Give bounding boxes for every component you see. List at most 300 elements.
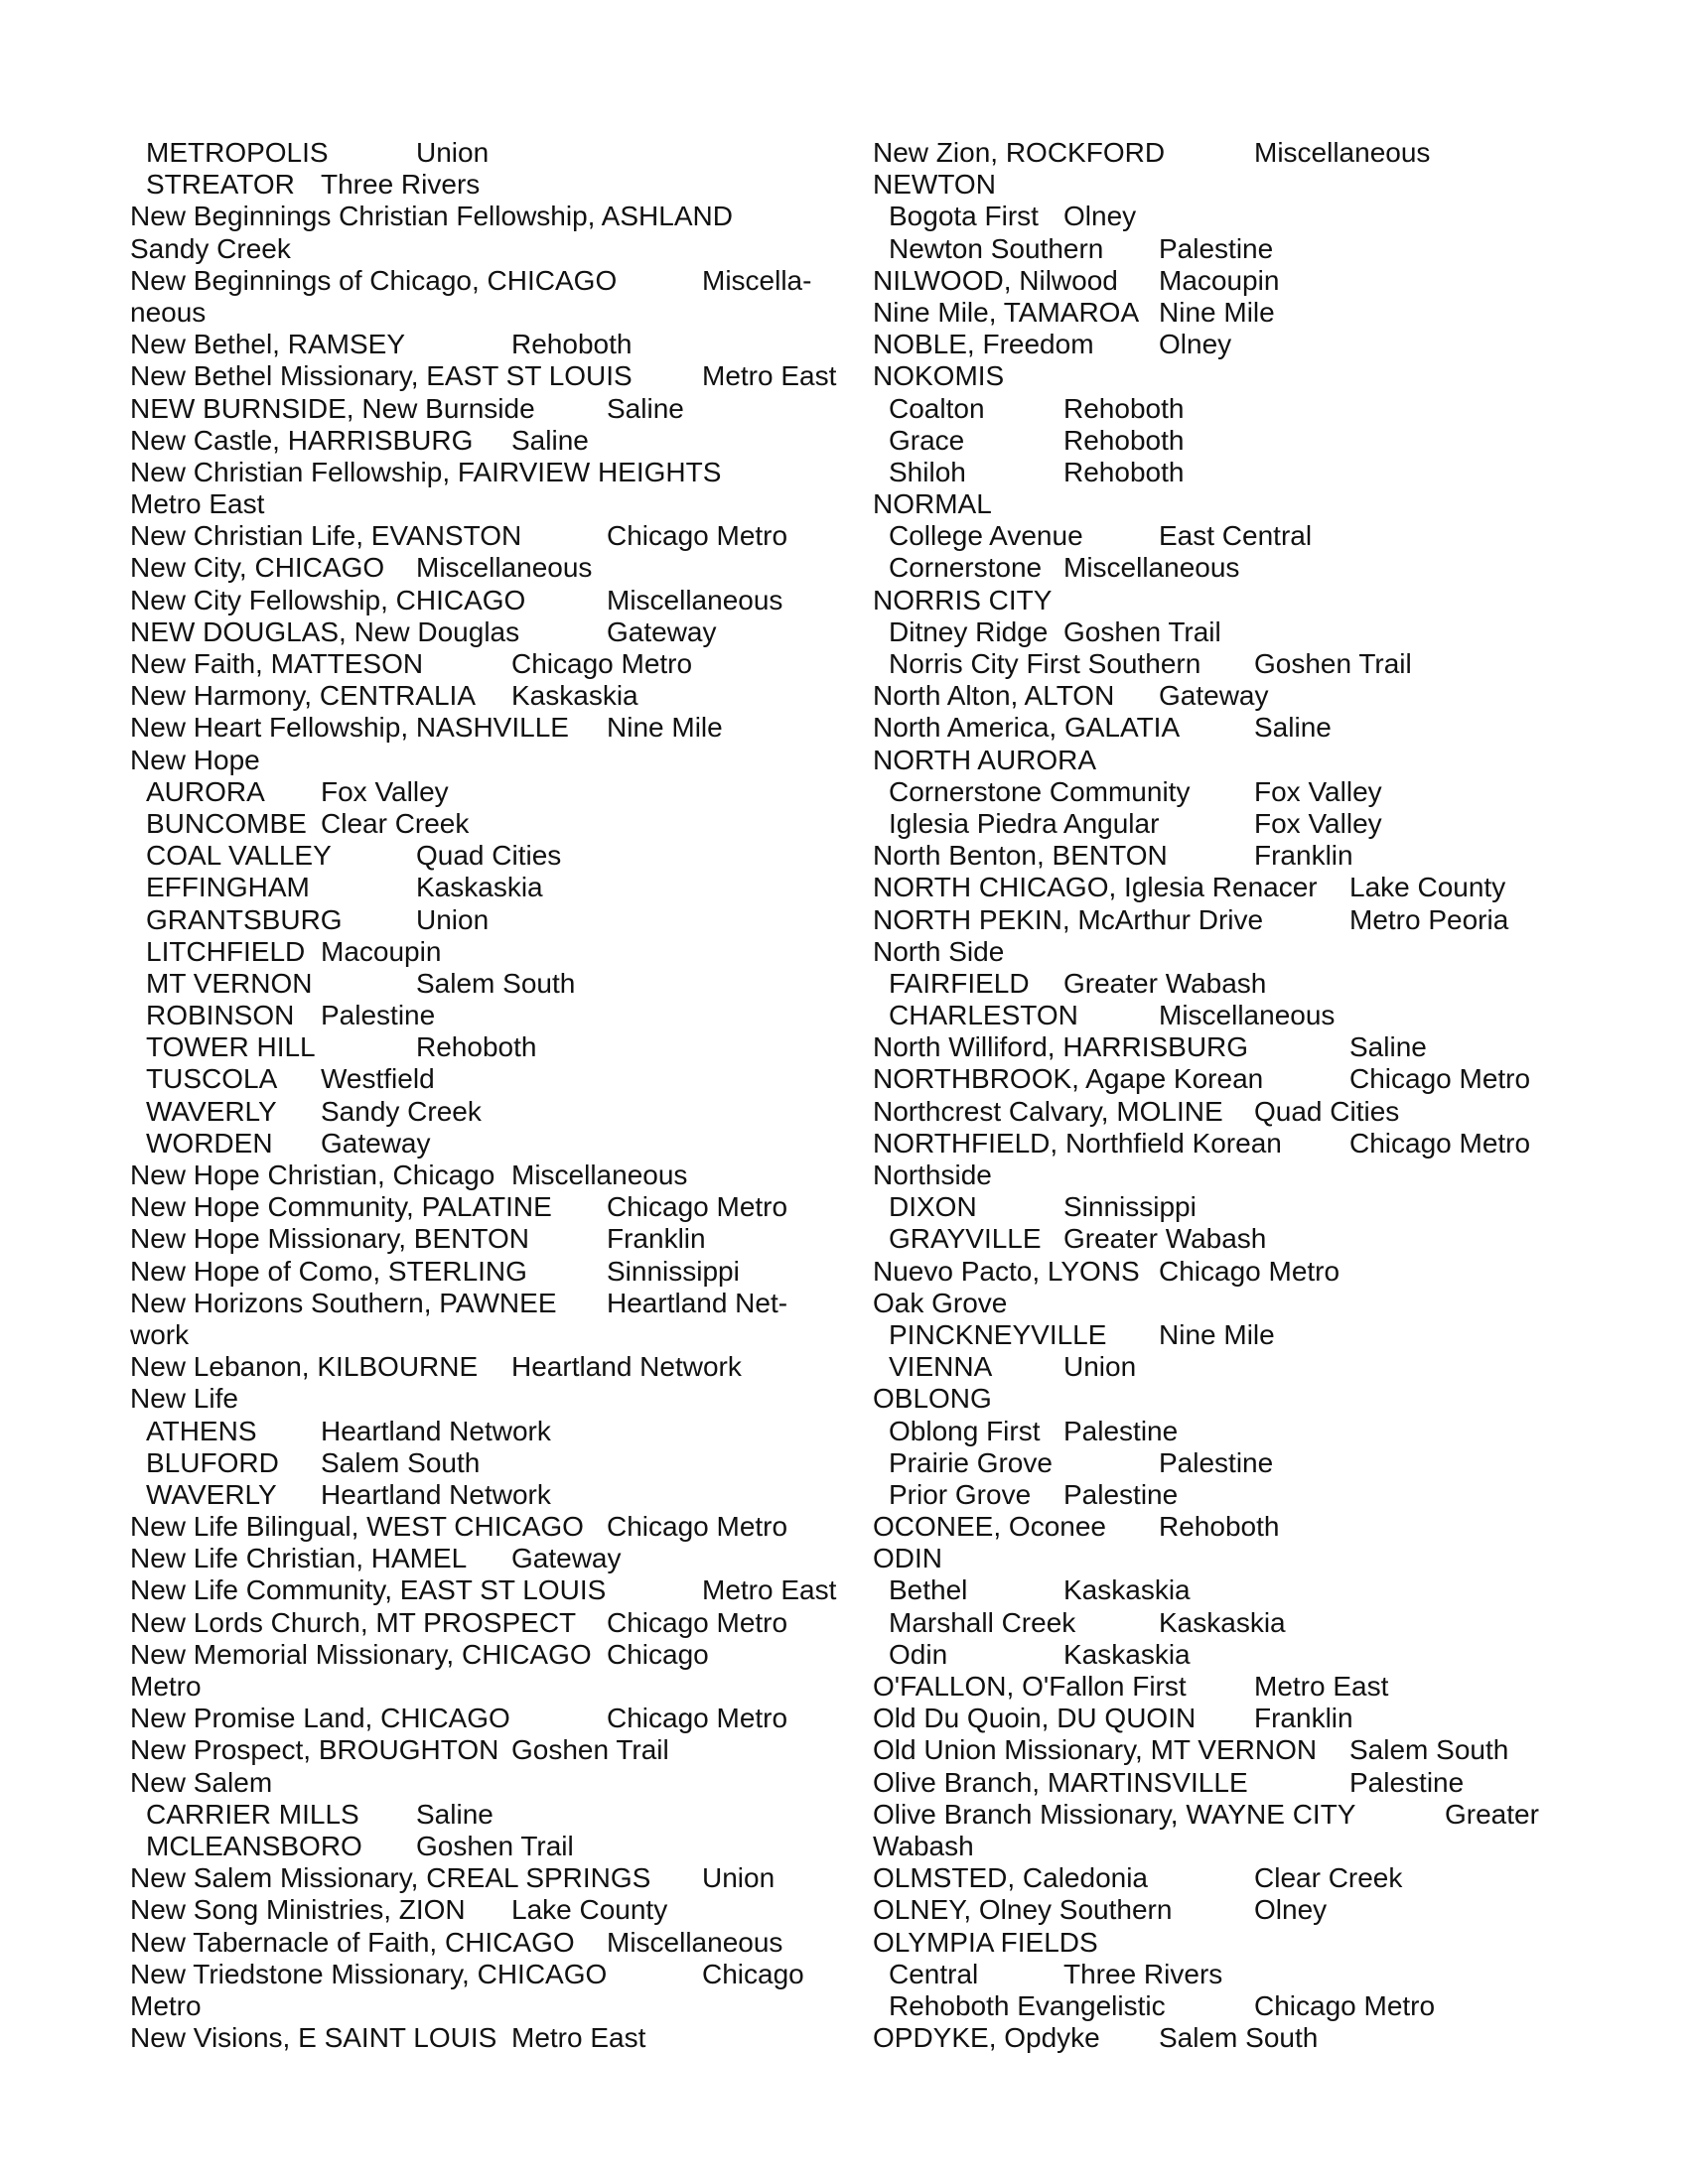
- association-name: Miscellaneous: [511, 1160, 688, 1190]
- church-name: WAVERLY: [146, 1095, 277, 1127]
- association-name: Chicago: [607, 1638, 709, 1670]
- association-name: Westfield: [321, 1063, 435, 1095]
- association-name: Saline: [607, 392, 684, 424]
- directory-entry: [873, 1160, 1568, 1191]
- directory-entry: [873, 1128, 1568, 1160]
- directory-entry: [873, 2022, 1568, 2054]
- directory-entry: [130, 1862, 845, 1894]
- directory-entry: [873, 1543, 1568, 1574]
- association-name: Franklin: [1254, 840, 1353, 872]
- directory-entry: [130, 1959, 845, 1990]
- church-name: Old Union Missionary, MT VERNON: [873, 1734, 1318, 1766]
- church-name: New Lords Church, MT PROSPECT: [130, 1606, 577, 1638]
- association-name: Union: [416, 137, 490, 168]
- church-name: New City, CHICAGO: [130, 552, 385, 584]
- directory-entry: [130, 1894, 845, 1926]
- association-name: Palestine: [1063, 1415, 1179, 1446]
- association-name: Quad Cities: [1254, 1095, 1400, 1127]
- directory-entry: [130, 1031, 845, 1063]
- directory-entry: [873, 1831, 1568, 1862]
- church-name: Cornerstone: [889, 552, 1043, 584]
- directory-entry: [873, 648, 1568, 680]
- church-name: NILWOOD, Nilwood: [873, 264, 1118, 296]
- association-name: Kaskaskia: [511, 680, 638, 712]
- directory-entry: [130, 425, 845, 457]
- church-name: Nuevo Pacto, LYONS: [873, 1255, 1140, 1287]
- association-name: Gateway: [321, 1127, 431, 1159]
- directory-entry: [873, 1383, 1568, 1415]
- church-name: New Hope Community, PALATINE: [130, 1191, 552, 1223]
- church-name: NORTH CHICAGO, Iglesia Renacer: [873, 872, 1318, 903]
- directory-entry: [873, 1000, 1568, 1031]
- association-name: Rehoboth: [511, 329, 633, 360]
- church-name: O'FALLON, O'Fallon First: [873, 1671, 1187, 1702]
- association-name: Goshen Trail: [1063, 615, 1221, 647]
- association-name: Heartland Net-: [607, 1287, 788, 1318]
- association-name: Miscellaneous: [416, 552, 593, 584]
- association-name: Miscellaneous: [1063, 552, 1240, 584]
- directory-entry: [130, 457, 845, 488]
- association-name: Greater Wabash: [1063, 1223, 1267, 1255]
- church-name: Metro East: [130, 488, 265, 520]
- directory-entry: [873, 1990, 1568, 2022]
- association-name: Metro East: [511, 2022, 646, 2054]
- church-name: NOKOMIS: [873, 360, 1005, 392]
- association-name: Salem South: [1159, 2022, 1319, 2054]
- church-name: FAIRFIELD: [889, 967, 1030, 999]
- association-name: Chicago Metro: [607, 1191, 788, 1223]
- church-name: Odin: [889, 1638, 948, 1670]
- church-name: Olive Branch, MARTINSVILLE: [873, 1766, 1248, 1798]
- association-name: Greater: [1445, 1798, 1539, 1830]
- church-name: COAL VALLEY: [146, 840, 332, 872]
- association-name: Gateway: [1159, 680, 1269, 712]
- directory-entry: [873, 457, 1568, 488]
- church-name: North Side: [873, 935, 1005, 967]
- association-name: Kaskaskia: [1063, 1574, 1191, 1606]
- church-name: New Faith, MATTESON: [130, 648, 424, 679]
- association-name: Macoupin: [321, 935, 442, 967]
- church-name: STREATOR: [146, 169, 295, 201]
- church-name: Northcrest Calvary, MOLINE: [873, 1095, 1223, 1127]
- directory-entry: [873, 745, 1568, 776]
- directory-entry: [873, 425, 1568, 457]
- association-name: Fox Valley: [321, 775, 449, 807]
- association-name: Rehoboth: [1063, 456, 1185, 487]
- association-name: Miscellaneous: [1254, 137, 1431, 168]
- directory-entry: [873, 904, 1568, 936]
- directory-entry: [130, 745, 845, 776]
- directory-entry: [130, 488, 845, 520]
- directory-entry: [130, 712, 845, 744]
- church-name: Iglesia Piedra Angular: [889, 807, 1160, 839]
- church-name: MT VERNON: [146, 967, 313, 999]
- church-name: GRANTSBURG: [146, 903, 343, 935]
- association-name: Chicago Metro: [607, 1703, 788, 1734]
- church-name: Olive Branch Missionary, WAYNE CITY: [873, 1798, 1356, 1830]
- church-name: New Beginnings Christian Fellowship, ASHLAND: [130, 201, 733, 232]
- directory-entry: [873, 1703, 1568, 1734]
- church-name: New Promise Land, CHICAGO: [130, 1703, 510, 1734]
- church-name: WAVERLY: [146, 1478, 277, 1510]
- directory-entry: [130, 265, 845, 297]
- directory-entry: [873, 872, 1568, 903]
- church-name: TOWER HILL: [146, 1031, 316, 1063]
- directory-entry: [873, 1096, 1568, 1128]
- directory-entry: [130, 233, 845, 265]
- association-name: Lake County: [511, 1894, 668, 1926]
- association-name: Rehoboth: [1159, 1511, 1280, 1543]
- directory-entry: [873, 297, 1568, 329]
- church-name: ATHENS: [146, 1415, 257, 1446]
- association-name: Union: [416, 903, 490, 935]
- church-name: New Horizons Southern, PAWNEE: [130, 1287, 557, 1318]
- church-name: New Hope: [130, 744, 260, 775]
- directory-entry: [873, 1479, 1568, 1511]
- directory-entry: [873, 1447, 1568, 1479]
- directory-entry: [130, 552, 845, 584]
- church-name: New Tabernacle of Faith, CHICAGO: [130, 1926, 575, 1958]
- directory-entry: [130, 1319, 845, 1351]
- church-name: Oblong First: [889, 1415, 1041, 1446]
- directory-entry: [130, 1383, 845, 1415]
- directory-entry: [130, 360, 845, 392]
- church-name: OPDYKE, Opdyke: [873, 2022, 1100, 2054]
- association-name: Fox Valley: [1254, 807, 1382, 839]
- directory-entry: [873, 552, 1568, 584]
- directory-entry: [873, 1063, 1568, 1095]
- association-name: Goshen Trail: [511, 1734, 669, 1766]
- church-name: CARRIER MILLS: [146, 1798, 359, 1830]
- association-name: Chicago Metro: [1159, 1255, 1340, 1287]
- directory-entry: [130, 1223, 845, 1255]
- association-name: Franklin: [1254, 1703, 1353, 1734]
- directory-entry: [130, 2022, 845, 2054]
- church-name: New Bethel Missionary, EAST ST LOUIS: [130, 360, 633, 392]
- association-name: Union: [1063, 1351, 1137, 1383]
- association-name: Clear Creek: [321, 807, 470, 839]
- church-name: OLYMPIA FIELDS: [873, 1926, 1098, 1958]
- church-name: Ditney Ridge: [889, 615, 1049, 647]
- church-name: New Heart Fellowship, NASHVILLE: [130, 712, 569, 744]
- association-name: Union: [702, 1862, 776, 1894]
- church-name: NORTHFIELD, Northfield Korean: [873, 1127, 1282, 1159]
- church-name: North Williford, HARRISBURG: [873, 1031, 1249, 1063]
- association-name: Kaskaskia: [1063, 1638, 1191, 1670]
- directory-entry: [130, 137, 845, 169]
- association-name: Palestine: [321, 1000, 436, 1031]
- association-name: Sinnissippi: [607, 1255, 740, 1287]
- church-name: EFFINGHAM: [146, 872, 310, 903]
- directory-entry: [873, 1256, 1568, 1288]
- directory-entry: [130, 1543, 845, 1574]
- association-name: Saline: [1254, 712, 1332, 744]
- church-name: North America, GALATIA: [873, 712, 1181, 744]
- association-name: Miscellaneous: [1159, 1000, 1336, 1031]
- directory-entry: [130, 1256, 845, 1288]
- directory-entry: [130, 648, 845, 680]
- church-name: Old Du Quoin, DU QUOIN: [873, 1703, 1197, 1734]
- directory-entry: [873, 1799, 1568, 1831]
- directory-entry: [130, 1671, 845, 1703]
- association-name: Rehoboth: [1063, 392, 1185, 424]
- association-name: Salem South: [1349, 1734, 1509, 1766]
- church-name: Metro: [130, 1989, 202, 2021]
- church-name: GRAYVILLE: [889, 1223, 1042, 1255]
- association-name: Salem South: [321, 1446, 481, 1478]
- church-name: New Life Christian, HAMEL: [130, 1543, 468, 1574]
- directory-entry: [873, 776, 1568, 808]
- church-name: Norris City First Southern: [889, 648, 1201, 679]
- association-name: Three Rivers: [321, 169, 481, 201]
- association-name: Chicago Metro: [1254, 1989, 1436, 2021]
- association-name: Heartland Network: [321, 1478, 551, 1510]
- church-name: Nine Mile, TAMAROA: [873, 296, 1140, 328]
- directory-entry: [130, 1703, 845, 1734]
- church-name: Shiloh: [889, 456, 966, 487]
- directory-entry: [873, 1607, 1568, 1639]
- association-name: Clear Creek: [1254, 1862, 1403, 1894]
- church-name: NORMAL: [873, 488, 992, 520]
- church-name: Rehoboth Evangelistic: [889, 1989, 1166, 2021]
- association-name: Metro East: [702, 1574, 837, 1606]
- association-name: Miscellaneous: [607, 584, 783, 615]
- church-name: Coalton: [889, 392, 985, 424]
- directory-entry: [130, 520, 845, 552]
- association-name: Chicago Metro: [607, 1606, 788, 1638]
- association-name: Fox Valley: [1254, 775, 1382, 807]
- church-name: New Life: [130, 1383, 238, 1415]
- directory-entry: [130, 1096, 845, 1128]
- church-name: NEWTON: [873, 169, 996, 201]
- directory-entry: [130, 1767, 845, 1799]
- association-name: Palestine: [1063, 1478, 1179, 1510]
- directory-entry: [873, 840, 1568, 872]
- directory-entry: [873, 1639, 1568, 1671]
- church-name: Bethel: [889, 1574, 968, 1606]
- directory-entry: [130, 1160, 845, 1191]
- church-name: Bogota First: [889, 201, 1039, 232]
- association-name: Quad Cities: [416, 840, 562, 872]
- directory-entry: [130, 1831, 845, 1862]
- association-name: Olney: [1254, 1894, 1328, 1926]
- directory-entry: [130, 872, 845, 903]
- association-name: Goshen Trail: [1254, 648, 1412, 679]
- association-name: Metro Peoria: [1349, 903, 1509, 935]
- church-name: PINCKNEYVILLE: [889, 1318, 1107, 1350]
- association-name: Saline: [416, 1798, 494, 1830]
- association-name: Macoupin: [1159, 264, 1280, 296]
- church-name: ODIN: [873, 1543, 942, 1574]
- church-name: ROBINSON: [146, 1000, 295, 1031]
- church-name: New Castle, HARRISBURG: [130, 424, 474, 456]
- church-name: OLMSTED, Caledonia: [873, 1862, 1149, 1894]
- directory-entry: [873, 488, 1568, 520]
- association-name: Greater Wabash: [1063, 967, 1267, 999]
- association-name: Palestine: [1159, 1446, 1274, 1478]
- directory-entry: [130, 1351, 845, 1383]
- church-name: NORRIS CITY: [873, 584, 1053, 615]
- directory-entry: [130, 1063, 845, 1095]
- directory-entry: [873, 968, 1568, 1000]
- directory-entry: [130, 904, 845, 936]
- directory-entry: [130, 585, 845, 616]
- directory-entry: [873, 169, 1568, 201]
- association-name: Gateway: [607, 615, 717, 647]
- church-name: Central: [889, 1958, 979, 1989]
- directory-entry: [130, 616, 845, 648]
- association-name: Olney: [1063, 201, 1137, 232]
- directory-entry: [873, 1927, 1568, 1959]
- church-name: Sandy Creek: [130, 232, 291, 264]
- church-name: NORTH AURORA: [873, 744, 1097, 775]
- church-name: OLNEY, Olney Southern: [873, 1894, 1173, 1926]
- directory-entry: [130, 1191, 845, 1223]
- church-name: New Salem Missionary, CREAL SPRINGS: [130, 1862, 651, 1894]
- church-name: New Lebanon, KILBOURNE: [130, 1351, 479, 1383]
- association-name: Chicago Metro: [1349, 1127, 1531, 1159]
- church-name: New Hope Christian, Chicago: [130, 1160, 495, 1190]
- church-name: North Alton, ALTON: [873, 680, 1115, 712]
- association-name: Nine Mile: [1159, 296, 1275, 328]
- association-name: Chicago: [702, 1958, 804, 1989]
- directory-entry: [130, 840, 845, 872]
- church-name: Wabash: [873, 1830, 974, 1861]
- church-name: New Zion, ROCKFORD: [873, 137, 1166, 168]
- church-name: New Beginnings of Chicago, CHICAGO: [130, 264, 618, 296]
- church-name: New Song Ministries, ZION: [130, 1894, 466, 1926]
- directory-entry: [873, 1416, 1568, 1447]
- directory-entry: [873, 1223, 1568, 1255]
- directory-entry: [873, 360, 1568, 392]
- association-name: Salem South: [416, 967, 576, 999]
- directory-entry: [873, 1671, 1568, 1703]
- church-name: North Benton, BENTON: [873, 840, 1168, 872]
- association-name: Metro East: [702, 360, 837, 392]
- church-name: Prairie Grove: [889, 1446, 1053, 1478]
- directory-entry: [130, 1128, 845, 1160]
- directory-entry: [130, 776, 845, 808]
- church-name: VIENNA: [889, 1351, 993, 1383]
- church-name: NORTHBROOK, Agape Korean: [873, 1063, 1264, 1095]
- directory-entry: [130, 968, 845, 1000]
- left-column: [130, 137, 845, 2054]
- directory-entry: [873, 712, 1568, 744]
- church-name: New Harmony, CENTRALIA: [130, 680, 477, 712]
- directory-entry: [873, 1894, 1568, 1926]
- directory-entry: [130, 1639, 845, 1671]
- directory-entry: [873, 137, 1568, 169]
- church-name: Cornerstone Community: [889, 775, 1191, 807]
- church-name: New Life Bilingual, WEST CHICAGO: [130, 1511, 584, 1543]
- association-name: Chicago Metro: [1349, 1063, 1531, 1095]
- church-name: METROPOLIS: [146, 137, 329, 168]
- association-name: Olney: [1159, 329, 1232, 360]
- association-name: Metro East: [1254, 1671, 1389, 1702]
- association-name: Sinnissippi: [1063, 1191, 1197, 1223]
- church-name: New City Fellowship, CHICAGO: [130, 584, 526, 615]
- directory-entry: [130, 1607, 845, 1639]
- directory-entry: [130, 1511, 845, 1543]
- church-name: BLUFORD: [146, 1446, 279, 1478]
- directory-entry: [873, 808, 1568, 840]
- right-column: [873, 137, 1568, 2054]
- directory-entry: [873, 393, 1568, 425]
- directory-entry: [873, 1319, 1568, 1351]
- association-name: Nine Mile: [607, 712, 723, 744]
- directory-entry: [130, 201, 845, 232]
- association-name: Gateway: [511, 1543, 622, 1574]
- association-name: Heartland Network: [321, 1415, 551, 1446]
- church-name: NEW DOUGLAS, New Douglas: [130, 615, 520, 647]
- association-name: Three Rivers: [1063, 1958, 1223, 1989]
- association-name: Palestine: [1159, 232, 1274, 264]
- association-name: Saline: [511, 424, 589, 456]
- association-name: Franklin: [607, 1223, 706, 1255]
- association-name: Chicago Metro: [607, 520, 788, 552]
- directory-entry: [130, 393, 845, 425]
- directory-entry: [130, 936, 845, 968]
- association-name: Nine Mile: [1159, 1318, 1275, 1350]
- directory-entry: [873, 1031, 1568, 1063]
- association-name: Palestine: [1349, 1766, 1465, 1798]
- association-name: East Central: [1159, 520, 1313, 552]
- church-name: AURORA: [146, 775, 265, 807]
- church-name: Newton Southern: [889, 232, 1104, 264]
- directory-entry: [873, 1862, 1568, 1894]
- church-name: Prior Grove: [889, 1478, 1032, 1510]
- directory-entry: [130, 1799, 845, 1831]
- association-name: Kaskaskia: [416, 872, 543, 903]
- directory-entry: [130, 329, 845, 360]
- directory-entry: [130, 1000, 845, 1031]
- association-name: Rehoboth: [1063, 424, 1185, 456]
- church-name: New Bethel, RAMSEY: [130, 329, 405, 360]
- church-name: OBLONG: [873, 1383, 992, 1415]
- directory-entry: [873, 201, 1568, 232]
- church-name: Marshall Creek: [889, 1606, 1076, 1638]
- association-name: Goshen Trail: [416, 1830, 574, 1861]
- church-name: OCONEE, Oconee: [873, 1511, 1106, 1543]
- church-name: New Life Community, EAST ST LOUIS: [130, 1574, 607, 1606]
- church-name: New Christian Life, EVANSTON: [130, 520, 522, 552]
- directory-entry: [130, 297, 845, 329]
- association-name: Miscellaneous: [607, 1926, 783, 1958]
- directory-entry: [130, 1990, 845, 2022]
- church-name: BUNCOMBE: [146, 807, 307, 839]
- church-name: WORDEN: [146, 1127, 273, 1159]
- association-name: Rehoboth: [416, 1031, 537, 1063]
- directory-entry: [873, 1734, 1568, 1766]
- church-name: College Avenue: [889, 520, 1083, 552]
- church-name: Northside: [873, 1160, 992, 1190]
- church-name: TUSCOLA: [146, 1063, 278, 1095]
- church-name: NEW BURNSIDE, New Burnside: [130, 392, 535, 424]
- directory-entry: [130, 1447, 845, 1479]
- association-name: Miscella-: [702, 264, 812, 296]
- directory-entry: [130, 808, 845, 840]
- church-name: New Salem: [130, 1766, 273, 1798]
- church-name: work: [130, 1318, 190, 1350]
- directory-entry: [873, 1288, 1568, 1319]
- directory-entry: [873, 1959, 1568, 1990]
- directory-entry: [873, 1191, 1568, 1223]
- church-name: New Visions, E SAINT LOUIS: [130, 2022, 497, 2054]
- directory-entry: [873, 616, 1568, 648]
- church-name: Metro: [130, 1671, 202, 1702]
- association-name: Sandy Creek: [321, 1095, 482, 1127]
- directory-entry: [130, 1479, 845, 1511]
